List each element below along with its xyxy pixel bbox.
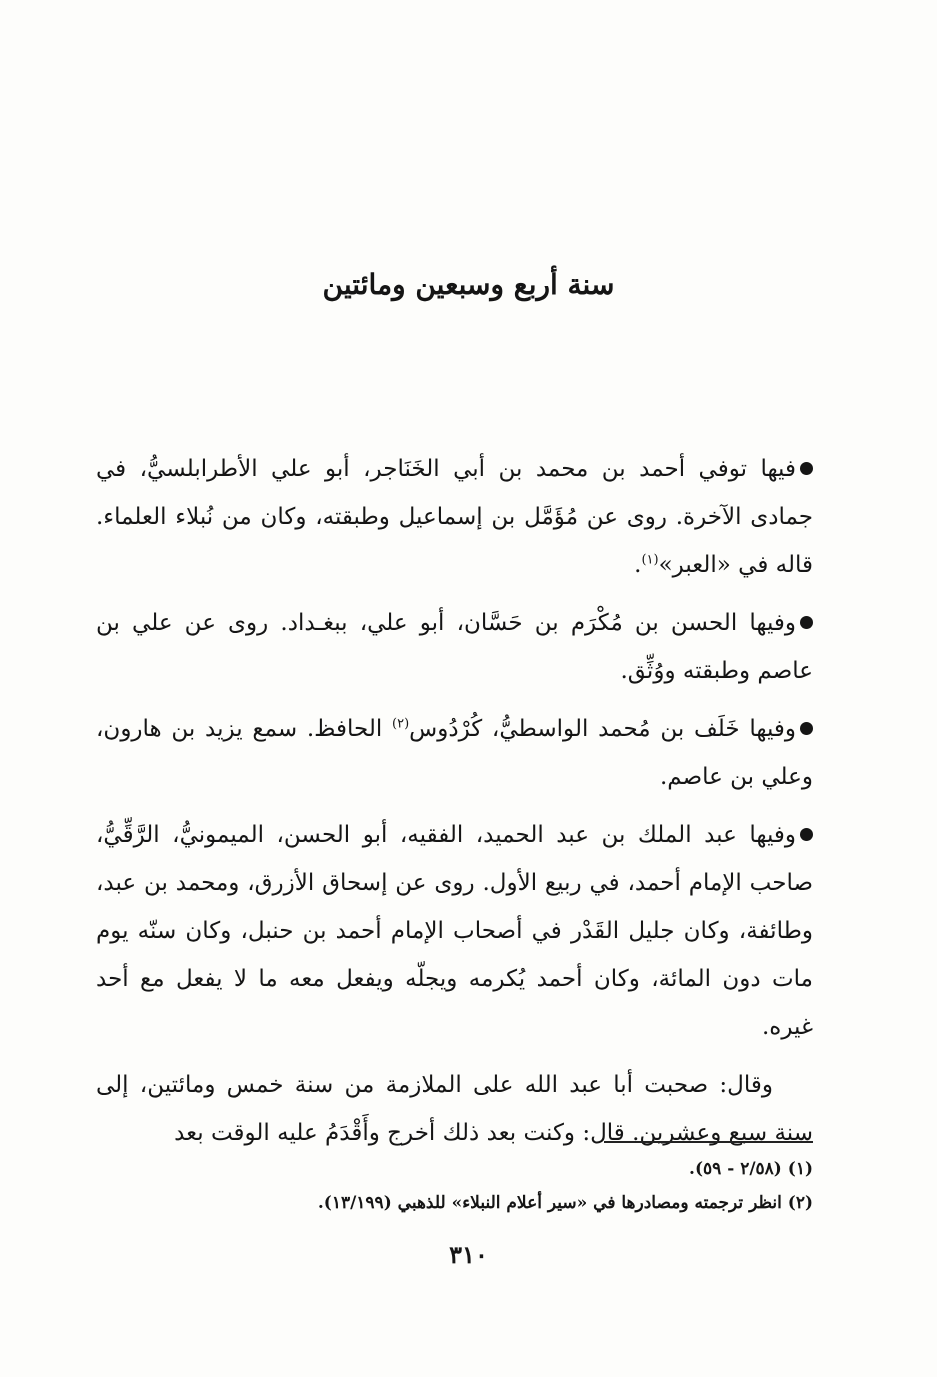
paragraph-death-abdulmalik — [96, 811, 813, 1051]
footnote-ref-2: (٢) — [392, 716, 410, 732]
footnote-1: (١) (٢/٥٨ - ٥٩). — [689, 1159, 813, 1179]
bullet-icon — [800, 828, 813, 841]
paragraph-text: وفيها خَلَف بن مُحمد الواسطيُّ، كُرْدُوس — [409, 716, 796, 742]
paragraph-death-ahmad — [96, 445, 813, 589]
bullet-icon — [800, 722, 813, 735]
paragraph-text: وفيها الحسن بن مُكْرَم بن حَسَّان، أبو علي، ببغـداد. روى عن علي بن عاصم وطبقته ووُثِّق. — [96, 610, 813, 684]
footnote-divider — [604, 1141, 813, 1143]
bullet-icon — [800, 462, 813, 475]
paragraph-text: وقال: صحبت أبا عبد الله على الملازمة من سنة خمس ومائتين، إلى سنة سبع وعشرين. قال: وكنت بعد ذلك أخرج وأَقْدَمُ عليه الوقت بعد — [96, 1072, 813, 1146]
paragraph-tail: الحافظ. سمع يزيد بن هارون، وعلي بن عاصم. — [96, 716, 813, 790]
footnote-ref-1: (١) — [641, 552, 659, 568]
page-number: ٣١٠ — [449, 1240, 488, 1269]
paragraph-death-hasan — [96, 599, 813, 695]
footnote-2: (٢) انظر ترجمته ومصادرها في «سير أعلام النبلاء» للذهبي (١٣/١٩٩). — [317, 1193, 813, 1213]
paragraph-tail: . — [634, 552, 642, 578]
bullet-icon — [800, 616, 813, 629]
paragraph-death-khalaf — [96, 705, 813, 801]
paragraph-text: فيها توفي أحمد بن محمد بن أبي الخَنَاجر، أبو علي الأطرابلسيُّ، في جمادى الآخرة. روى عن مُؤَمَّل بن إسماعيل وطبقته، وكان من نُبلاء العلماء. قاله في «العبر» — [96, 456, 813, 578]
paragraph-text: وفيها عبد الملك بن عبد الحميد، الفقيه، أبو الحسن، الميمونيُّ، الرَّقِّيُّ، صاحب الإمام أحمد، في ربيع الأول. روى عن إسحاق الأزرق، ومحمد بن عبد، وطائفة، وكان جليل القَدْر في أصحاب الإمام أحمد بن حنبل، وكان سنّه يوم مات دون المائة، وكان أحمد يُكرمه ويجلّه ويفعل معه ما لا يفعل مع أحد غيره. — [96, 822, 813, 1040]
section-title: سنة أربع وسبعين ومائتين — [322, 268, 615, 301]
main-text — [96, 445, 813, 1167]
footnotes — [96, 1152, 813, 1220]
